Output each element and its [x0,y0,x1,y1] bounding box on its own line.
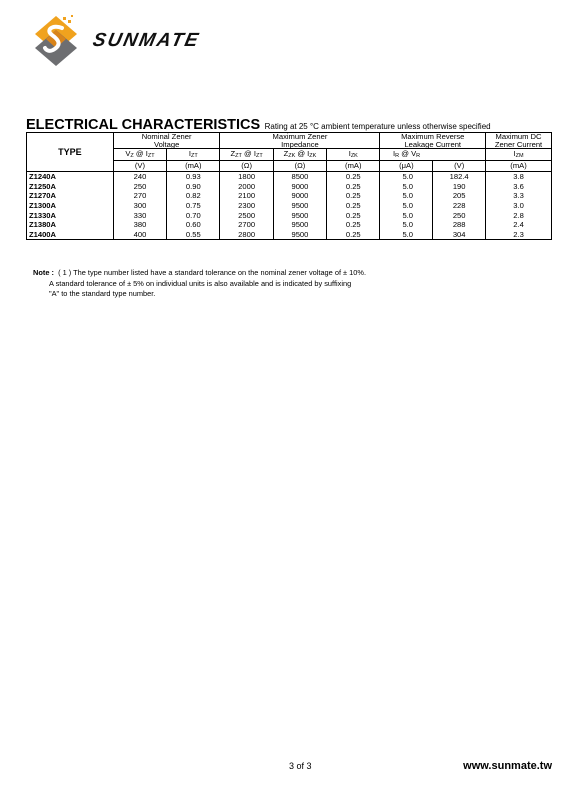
header-line: Nominal Zener [141,132,192,141]
cell-izt: 0.90 [167,182,220,192]
table-row [27,230,552,240]
cell-izt: 0.60 [167,220,220,230]
cell-vz: 270 [113,191,166,201]
cell-vz: 380 [113,220,166,230]
cell-zzt: 2300 [220,201,273,211]
param-izt: $I_{ZT}$ [167,149,220,161]
cell-zzt: 1800 [220,172,273,182]
cell-ir: 5.0 [380,172,433,182]
param-zzt-izt: $Z_{ZT}$ @ $I_{ZT}$ [220,149,273,161]
cell-izt: 0.75 [167,201,220,211]
cell-zzt: 2000 [220,182,273,192]
cell-izt: 0.55 [167,230,220,240]
cell-izk: 0.25 [327,191,380,201]
cell-izm: 3.6 [486,182,552,192]
cell-ir: 5.0 [380,230,433,240]
param-zzk-izk: $Z_{ZK}$ @ $I_{ZK}$ [273,149,326,161]
table-note [33,268,453,300]
unit-cell: (V) [113,161,166,172]
cell-vz: 240 [113,172,166,182]
header-line: Leakage Current [404,139,462,149]
cell-izt: 0.82 [167,191,220,201]
cell-ir: 5.0 [380,201,433,211]
cell-izk: 0.25 [327,220,380,230]
leakage-header [380,133,486,149]
cell-zzk: 9500 [273,211,326,221]
unit-cell: (mA) [486,161,552,172]
cell-vz: 250 [113,182,166,192]
header-line: Maximum Zener [272,132,328,141]
header-line: Maximum Reverse [401,132,465,141]
unit-cell: (Ω) [273,161,326,172]
param-izm: $I_{ZM}$ [486,149,552,161]
cell-izm: 3.3 [486,191,552,201]
param-vr [433,149,486,161]
table-row [27,172,552,182]
electrical-characteristics-table [26,132,552,240]
cell-type: Z1240A [27,172,114,182]
cell-zzt: 2800 [220,230,273,240]
cell-izm: 2.4 [486,220,552,230]
note-text: ( 1 ) The type number listed have a standard tolerance on the nominal zener voltage of ± 10%. [58,268,367,277]
table-row [27,201,552,211]
cell-zzk: 9000 [273,182,326,192]
note-line-1 [33,268,453,279]
cell-type: Z1250A [27,182,114,192]
cell-izk: 0.25 [327,172,380,182]
cell-zzt: 2500 [220,211,273,221]
cell-zzk: 9500 [273,230,326,240]
cell-izm: 2.8 [486,211,552,221]
cell-zzk: 9000 [273,191,326,201]
note-label: Note : [33,268,54,277]
cell-vz: 330 [113,211,166,221]
header-line: Zener Current [494,139,543,149]
cell-vr: 190 [433,182,486,192]
cell-izt: 0.70 [167,211,220,221]
cell-type: Z1330A [27,211,114,221]
cell-izk: 0.25 [327,230,380,240]
cell-type: Z1270A [27,191,114,201]
table-row [27,220,552,230]
table-row [27,211,552,221]
header-line: Voltage [153,139,180,149]
dc-current-header [486,133,552,149]
cell-izt: 0.93 [167,172,220,182]
unit-cell: (V) [433,161,486,172]
table-header-groups [27,133,552,149]
cell-vz: 300 [113,201,166,211]
param-vz-izt: $V_Z$ @ $I_{ZT}$ [113,149,166,161]
unit-cell: (mA) [167,161,220,172]
unit-cell: (mA) [327,161,380,172]
cell-type: Z1400A [27,230,114,240]
cell-izm: 3.8 [486,172,552,182]
cell-zzk: 9500 [273,201,326,211]
cell-vr: 288 [433,220,486,230]
section-subtitle: Rating at 25 °C ambient temperature unless otherwise specified [264,122,491,131]
brand-wordmark: SUNMATE [90,30,202,51]
cell-izk: 0.25 [327,211,380,221]
header-line: Maximum DC [495,132,542,141]
cell-type: Z1380A [27,220,114,230]
cell-izk: 0.25 [327,201,380,211]
cell-vr: 182.4 [433,172,486,182]
table-row [27,182,552,192]
impedance-header [220,133,380,149]
website-link[interactable]: www.sunmate.tw [463,760,552,772]
cell-vr: 250 [433,211,486,221]
param-izk: $I_{ZK}$ [327,149,380,161]
cell-zzk: 9500 [273,220,326,230]
cell-zzt: 2100 [220,191,273,201]
param-ir: $I_R$ @ $V_R$ [380,149,433,161]
section-title: ELECTRICAL CHARACTERISTICS [26,117,261,133]
cell-ir: 5.0 [380,220,433,230]
note-line-3: "A" to the standard type number. [49,289,156,298]
cell-izm: 2.3 [486,230,552,240]
cell-zzt: 2700 [220,220,273,230]
cell-vr: 228 [433,201,486,211]
nominal-voltage-header [113,133,220,149]
cell-ir: 5.0 [380,211,433,221]
unit-cell: (Ω) [220,161,273,172]
cell-vr: 205 [433,191,486,201]
page-number: 3 of 3 [289,761,312,771]
cell-zzk: 8500 [273,172,326,182]
cell-type: Z1300A [27,201,114,211]
table-row [27,191,552,201]
cell-izm: 3.0 [486,201,552,211]
cell-ir: 5.0 [380,182,433,192]
unit-cell: (μA) [380,161,433,172]
sunmate-logo [33,14,79,68]
table-body [27,172,552,240]
note-line-2: A standard tolerance of ± 5% on individual units is also available and is indicated by suffixing [49,278,352,288]
header-line: Impedance [281,139,319,149]
type-header: TYPE [27,133,114,172]
cell-vr: 304 [433,230,486,240]
cell-vz: 400 [113,230,166,240]
cell-izk: 0.25 [327,182,380,192]
cell-ir: 5.0 [380,191,433,201]
